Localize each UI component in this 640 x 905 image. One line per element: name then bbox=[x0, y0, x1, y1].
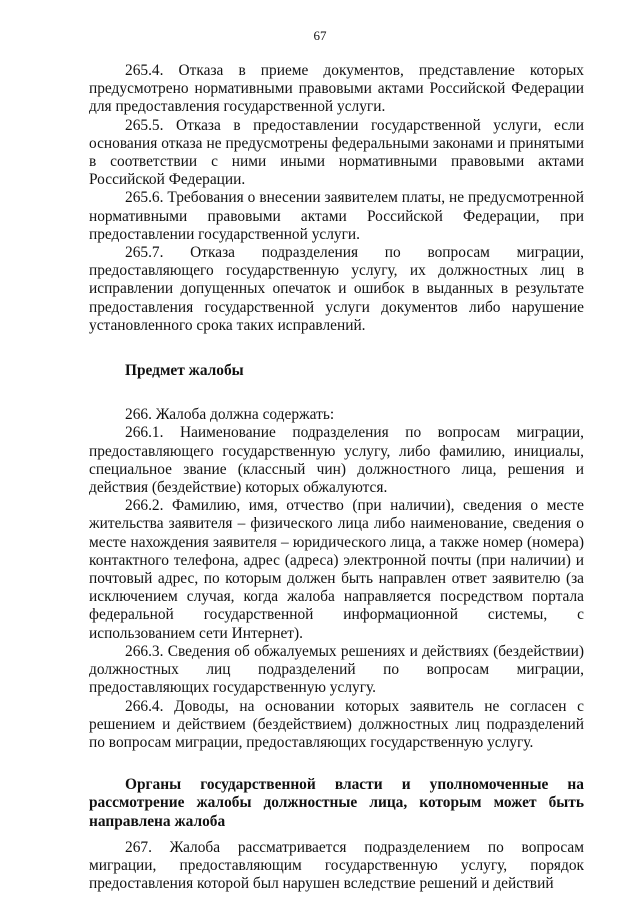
section-heading-subject: Предмет жалобы bbox=[125, 362, 244, 380]
paragraph-267: 267. Жалоба рассматривается подразделением по вопросам миграции, предоставляющим государственную услугу, порядок предоставления которой был нарушен вследствие решений и действий bbox=[89, 838, 584, 893]
heading-line-3: направлена жалоба bbox=[89, 812, 226, 830]
paragraph-265-4: 265.4. Отказа в приеме документов, представление которых предусмотрено нормативными правовыми актами Российской Федерации для предоставления государственной услуги. bbox=[89, 62, 584, 116]
page-number: 67 bbox=[313, 28, 327, 43]
heading-line-1: Органы государственной власти и уполномоченные на bbox=[125, 776, 584, 794]
heading-line-2: рассмотрение жалобы должностные лица, которым может быть bbox=[89, 794, 584, 812]
paragraph-266-1: 266.1. Наименование подразделения по вопросам миграции, предоставляющего государственную услугу, либо фамилию, инициалы, специальное звание (классный чин) должностного лица, решения и действия (бездействие) которых обжалуются. bbox=[89, 424, 584, 497]
paragraph-266: 266. Жалоба должна содержать: bbox=[125, 406, 335, 424]
paragraph-265-7: 265.7. Отказа подразделения по вопросам миграции, предоставляющего государственную услугу, их должностных лиц в исправлении допущенных опечаток и ошибок в выданных в результате предоставления государственной услуги документов либо нарушение установленного срока таких исправлений. bbox=[89, 244, 584, 334]
section-heading-bodies bbox=[89, 776, 584, 831]
paragraph-266-2: 266.2. Фамилию, имя, отчество (при наличии), сведения о месте жительства заявителя – физического лица либо наименование, сведения о месте нахождения заявителя – юридического лица, а также номер (номера) контактного телефона, адрес (адреса) электронной почты (при наличии) и почтовый адрес, по которым должен быть направлен ответ заявителю (за исключением случая, когда жалоба направляется посредством портала федеральной государственной информационной системы, с использованием сети Интернет). bbox=[89, 497, 584, 642]
paragraph-266-3: 266.3. Сведения об обжалуемых решениях и действиях (бездействии) должностных лиц подразделений по вопросам миграции, предоставляющих государственную услугу. bbox=[89, 642, 584, 697]
paragraph-266-4: 266.4. Доводы, на основании которых заявитель не согласен с решением и действием (бездействием) должностных лиц подразделений по вопросам миграции, предоставляющих государственную услугу. bbox=[89, 697, 584, 751]
paragraph-265-5: 265.5. Отказа в предоставлении государственной услуги, если основания отказа не предусмотрены федеральными законами и принятыми в соответствии с ними иными нормативными правовыми актами Российской Федерации. bbox=[89, 116, 584, 189]
paragraph-265-6: 265.6. Требования о внесении заявителем платы, не предусмотренной нормативными правовыми актами Российской Федерации, при предоставлении государственной услуги. bbox=[89, 189, 584, 243]
